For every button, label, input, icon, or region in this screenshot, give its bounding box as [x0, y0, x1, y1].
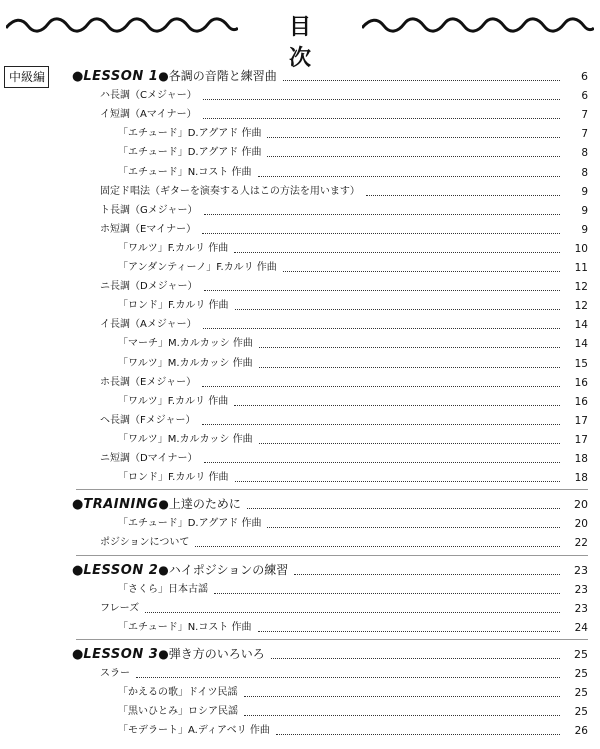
toc-entry-label: フレーズ [100, 602, 140, 614]
leader-dots [203, 327, 560, 329]
page-number: 8 [581, 166, 588, 179]
leader-dots [259, 346, 560, 348]
leader-dots [366, 194, 560, 196]
page-number: 25 [574, 647, 588, 661]
leader-dots [203, 117, 560, 119]
page-number: 7 [581, 128, 588, 141]
toc-lesson-row[interactable] [0, 64, 600, 84]
page-number: 14 [574, 319, 588, 332]
toc-entry-label: 「さくら」日本古謡 [118, 583, 208, 595]
leader-dots [235, 308, 560, 310]
toc-entry-label: 「ロンド」F.カルリ 作曲 [118, 472, 229, 484]
toc-entry-row[interactable] [0, 408, 600, 428]
toc-lesson-row[interactable] [0, 558, 600, 578]
toc-entry-row[interactable] [0, 370, 600, 390]
toc-entry-row[interactable] [0, 530, 600, 550]
toc-entry-row[interactable] [0, 198, 600, 218]
page-number: 9 [581, 185, 588, 198]
page-number: 23 [574, 602, 588, 615]
toc-entry-row[interactable] [0, 331, 600, 351]
lesson-bullet: ● [72, 69, 84, 84]
toc-entry-row[interactable] [0, 661, 600, 681]
leader-dots [267, 136, 560, 138]
leader-dots [259, 366, 560, 368]
leader-dots [145, 611, 560, 613]
leader-dots [195, 545, 560, 547]
toc-entry-row[interactable] [0, 351, 600, 371]
page-number: 11 [574, 262, 588, 274]
leader-dots [258, 175, 560, 177]
toc-entry-label: ニ短調（Dマイナー） [100, 453, 198, 464]
toc-entry-row[interactable] [0, 718, 600, 738]
toc-lesson-label [0, 69, 277, 84]
toc-entry-label: ヘ長調（Fメジャー） [100, 414, 196, 426]
lesson-subtitle: ●弾き方のいろいろ [158, 646, 265, 661]
toc-entry-row[interactable] [0, 446, 600, 466]
page-number: 15 [574, 357, 588, 370]
toc-entry-label: 「エチュード」D.アグアド 作曲 [118, 518, 262, 530]
toc-entry-row[interactable] [0, 121, 600, 141]
leader-dots [283, 79, 560, 81]
toc-entry-row[interactable] [0, 236, 600, 256]
toc-entry-label: 「モデラート」A.ディアベリ 作曲 [118, 725, 270, 737]
toc-entry-label: ニ長調（Dメジャー） [100, 281, 198, 293]
leader-dots [244, 695, 561, 697]
toc-entry-row[interactable] [0, 465, 600, 485]
leader-dots [267, 155, 560, 157]
leader-dots [271, 657, 560, 659]
leader-dots [204, 213, 560, 215]
leader-dots [235, 480, 560, 482]
toc-entry-label: イ長調（Aメジャー） [100, 319, 197, 331]
toc-entry-label: 「マーチ」M.カルカッシ 作曲 [118, 338, 253, 350]
toc-entry-label: 「かえるの歌」ドイツ民謡 [118, 687, 238, 699]
wave-ornament-left [6, 16, 238, 34]
lesson-name: LESSON 1 [83, 69, 159, 84]
toc-entry-label: ト長調（Gメジャー） [100, 204, 198, 216]
page-number: 24 [574, 621, 588, 634]
toc-entry-row[interactable] [0, 160, 600, 180]
leader-dots [136, 676, 560, 678]
toc-entry-label: 「ワルツ」M.カルカッシ 作曲 [118, 357, 253, 369]
section-divider [76, 555, 588, 556]
leader-dots [244, 714, 560, 716]
page-number: 16 [574, 376, 588, 389]
toc-entry-label: 「エチュード」N.コスト 作曲 [118, 621, 252, 633]
toc-entry-row[interactable] [0, 312, 600, 332]
toc-entry-label: ホ短調（Eマイナー） [100, 223, 197, 235]
leader-dots [276, 733, 560, 735]
lesson-name: LESSON 3 [83, 646, 159, 662]
toc-entry-label: 「黒いひとみ」ロシア民謡 [118, 706, 238, 718]
toc-entry-label: 「エチュード」N.コスト 作曲 [118, 166, 252, 178]
header [0, 6, 600, 71]
page-number: 18 [574, 453, 588, 465]
page-number: 20 [574, 518, 588, 531]
leader-dots [202, 385, 560, 387]
toc-entry-row[interactable] [0, 511, 600, 531]
section-tab: 中級編 [4, 66, 49, 88]
toc-entry-row[interactable] [0, 389, 600, 409]
page-number: 17 [574, 433, 588, 446]
leader-dots [202, 232, 560, 234]
toc-entry-label: 「ワルツ」F.カルリ 作曲 [118, 395, 229, 407]
page-number: 23 [574, 583, 588, 596]
page-number: 25 [574, 687, 588, 700]
toc-entry-row[interactable] [0, 680, 600, 700]
toc-entry-row[interactable] [0, 255, 600, 275]
page-number: 14 [574, 338, 588, 351]
toc-entry-row[interactable] [0, 140, 600, 160]
page-number: 12 [574, 281, 588, 294]
leader-dots [234, 404, 560, 406]
page-number: 18 [574, 472, 588, 485]
section-divider [76, 639, 588, 640]
toc-entry-row[interactable] [0, 83, 600, 103]
page-number: 6 [581, 90, 588, 103]
leader-dots [267, 526, 560, 528]
page-number: 10 [574, 242, 588, 255]
leader-dots [283, 270, 560, 272]
page-number: 9 [581, 223, 588, 236]
toc-entry-label: 「ロンド」F.カルリ 作曲 [118, 300, 229, 312]
leader-dots [203, 98, 560, 100]
toc-entry-row[interactable] [0, 274, 600, 294]
lesson-bullet: ● [72, 646, 84, 662]
toc-entry-label: ハ長調（Cメジャー） [100, 90, 197, 102]
leader-dots [204, 289, 560, 291]
leader-dots [234, 251, 560, 253]
toc-entry-label: イ短調（Aマイナー） [100, 109, 197, 121]
leader-dots [214, 592, 560, 594]
toc-entry-label: スラー [100, 668, 130, 679]
toc-entry-row[interactable] [0, 293, 600, 313]
lesson-name: LESSON 2 [83, 562, 159, 578]
toc-lesson-label [0, 497, 241, 512]
leader-dots [202, 423, 560, 425]
toc-entry-row[interactable] [0, 102, 600, 122]
toc-entry-row[interactable] [0, 615, 600, 635]
page-number: 9 [581, 204, 588, 217]
page-number: 16 [574, 395, 588, 408]
leader-dots [259, 442, 560, 444]
toc-entry-row[interactable] [0, 577, 600, 597]
toc-entry-row[interactable] [0, 699, 600, 719]
page-number: 12 [574, 300, 588, 313]
leader-dots [247, 507, 560, 509]
toc-entry-label: 「アンダンティーノ」F.カルリ 作曲 [118, 262, 277, 273]
toc-entry-row[interactable] [0, 596, 600, 616]
page-number: 7 [581, 109, 588, 122]
leader-dots [294, 573, 560, 575]
page-number: 22 [574, 537, 588, 550]
section-divider [76, 489, 588, 490]
toc-entry-label: 固定ド唱法（ギターを演奏する人はこの方法を用います） [100, 185, 360, 197]
toc-entry-row[interactable] [0, 427, 600, 447]
toc-entry-label: 「エチュード」D.アグアド 作曲 [118, 128, 262, 140]
page-number: 6 [581, 70, 588, 83]
lesson-bullet: ● [72, 497, 84, 513]
leader-dots [258, 630, 560, 632]
page-title: 目 次 [288, 14, 325, 71]
toc-lesson-label [0, 647, 265, 662]
leader-dots [204, 461, 560, 463]
toc-lesson-label [0, 563, 288, 578]
lesson-subtitle: ●ハイポジションの練習 [158, 562, 289, 577]
lesson-subtitle: ●各調の音階と練習曲 [158, 69, 277, 83]
page-number: 8 [581, 147, 588, 160]
toc-entry-label: 「ワルツ」M.カルカッシ 作曲 [118, 433, 253, 445]
toc-entry-label: 「ワルツ」F.カルリ 作曲 [118, 242, 229, 254]
toc-entry-label: 「エチュード」D.アグアド 作曲 [118, 147, 262, 159]
lesson-subtitle: ●上達のために [158, 497, 241, 512]
toc-lesson-row[interactable] [0, 492, 600, 512]
page-number: 25 [574, 668, 588, 680]
toc-entry-row[interactable] [0, 179, 600, 199]
toc-entry-row[interactable] [0, 217, 600, 237]
toc-entry-label: ホ長調（Eメジャー） [100, 376, 197, 388]
toc-lesson-row[interactable] [0, 642, 600, 662]
page-number: 20 [574, 498, 588, 512]
page-number: 25 [574, 706, 588, 719]
lesson-name: TRAINING [83, 497, 159, 513]
page-number: 23 [574, 563, 588, 577]
lesson-bullet: ● [72, 562, 84, 578]
toc-entry-label: ポジションについて [100, 537, 190, 549]
page-number: 17 [574, 414, 588, 427]
page-number: 26 [574, 725, 588, 738]
wave-ornament-right [362, 16, 594, 34]
